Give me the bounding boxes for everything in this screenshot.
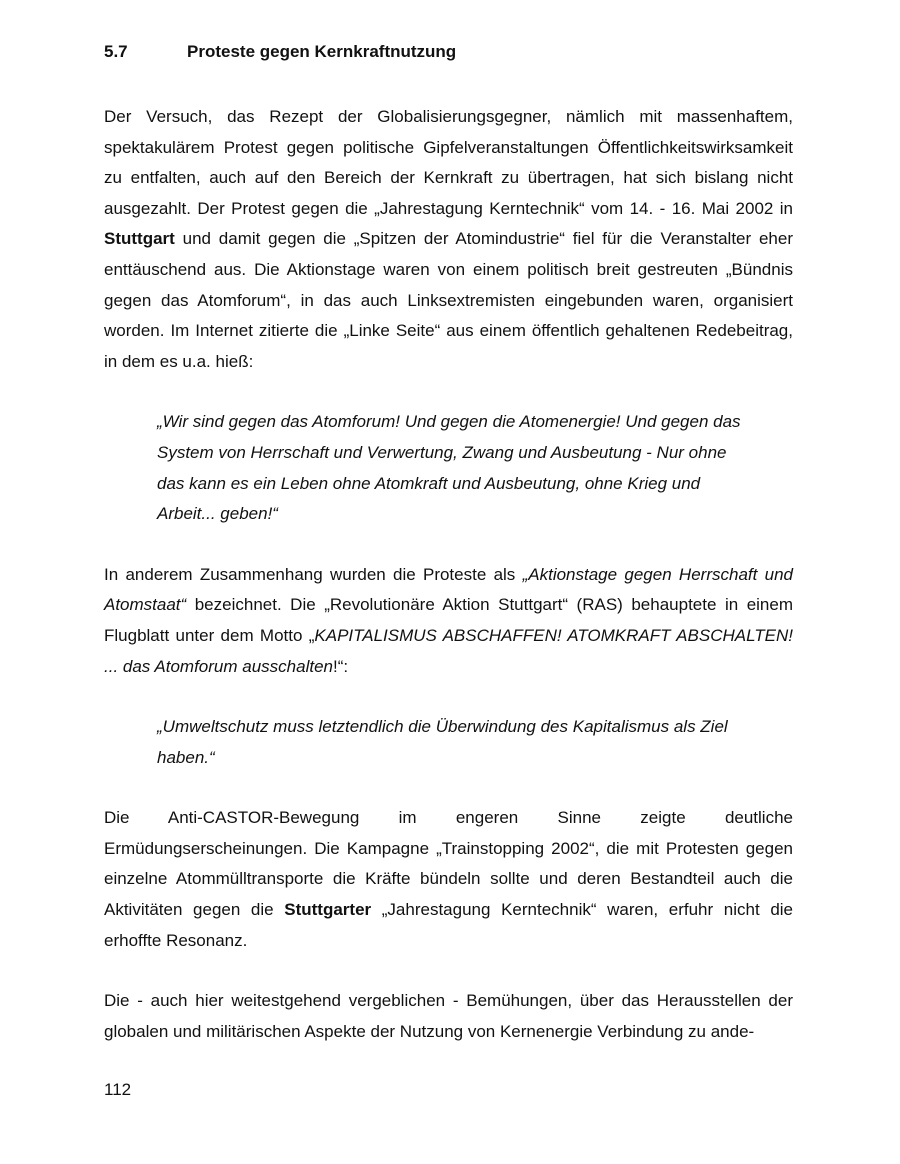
section-number: 5.7 [104,42,128,61]
document-page [104,38,793,1077]
paragraph-1 [104,102,793,377]
paragraph-2-part-c: !“: [332,656,349,676]
paragraph-2-part-a: In anderem Zusammenhang wurden die Proteste als [104,564,523,584]
stuttgarter-bold: Stuttgarter [284,900,372,920]
paragraph-3-part-a: Die Anti-CASTOR-Bewegung im engeren Sinne zeigte deutliche Ermüdungserscheinungen. Die Kampagne „Trainstopping 2002“, die mit Protesten gegen einzelne Atommülltransporte die Kräfte bündeln sollte und deren Bestandteil auch die Aktivitäten gegen die [104,808,793,920]
paragraph-3 [104,803,793,956]
block-quote-1: „Wir sind gegen das Atomforum! Und gegen die Atomenergie! Und gegen das System von Herrschaft und Verwertung, Zwang und Ausbeutung - Nur ohne das kann es ein Leben ohne Atomkraft und Ausbeutung, ohne Krieg und Arbeit... geben!“ [157,412,741,524]
section-title: Proteste gegen Kernkraftnutzung [187,42,457,61]
block-quote-2: „Umweltschutz muss letztendlich die Überwindung des Kapitalismus als Ziel haben.“ [157,717,728,767]
paragraph-1-part-b: und damit gegen die „Spitzen der Atomindustrie“ fiel für die Veranstalter eher enttäuschend aus. Die Aktionstage waren von einem politisch breit gestreuten „Bündnis gegen das Atomforum“, in das auch Linksextremisten eingebunden waren, organisiert worden. Im Internet zitierte die „Linke Seite“ aus einem öffentlich gehaltenen Redebeitrag, in dem es u.a. hieß: [104,229,793,371]
paragraph-1-part-a: Der Versuch, das Rezept der Globalisierungsgegner, nämlich mit massenhaftem, spektakulärem Protest gegen politische Gipfelveranstaltungen Öffentlichkeitswirksamkeit zu entfalten, auch auf den Bereich der Kernkraft zu übertragen, hat sich bislang nicht ausgezahlt. Der Protest gegen die „Jahrestagung Kerntechnik“ vom 14. - 16. Mai 2002 in [104,107,793,218]
paragraph-3-part-b: „Jahrestagung Kerntechnik“ waren, erfuhr nicht die erhoffte Resonanz. [104,900,794,950]
paragraph-4: Die - auch hier weitestgehend vergeblichen - Bemühungen, über das Herausstellen der globalen und militärischen Aspekte der Nutzung von Kernenergie Verbindung zu ande- [104,991,793,1041]
paragraph-2 [104,560,793,682]
paragraph-2-part-b: bezeichnet. Die „Revolutionäre Aktion Stuttgart“ (RAS) behauptete in einem Flugblatt unter dem Motto „ [104,595,793,645]
page-number: 112 [104,1080,132,1099]
stuttgart-bold: Stuttgart [104,229,175,249]
paragraph-2-italic-2: KAPITALISMUS ABSCHAFFEN! ATOMKRAFT ABSCHALTEN! ... das Atomforum ausschalten [104,625,794,676]
paragraph-2-italic-1: „Aktionstage gegen Herrschaft und Atomstaat“ [104,564,793,615]
section-heading [104,38,793,66]
